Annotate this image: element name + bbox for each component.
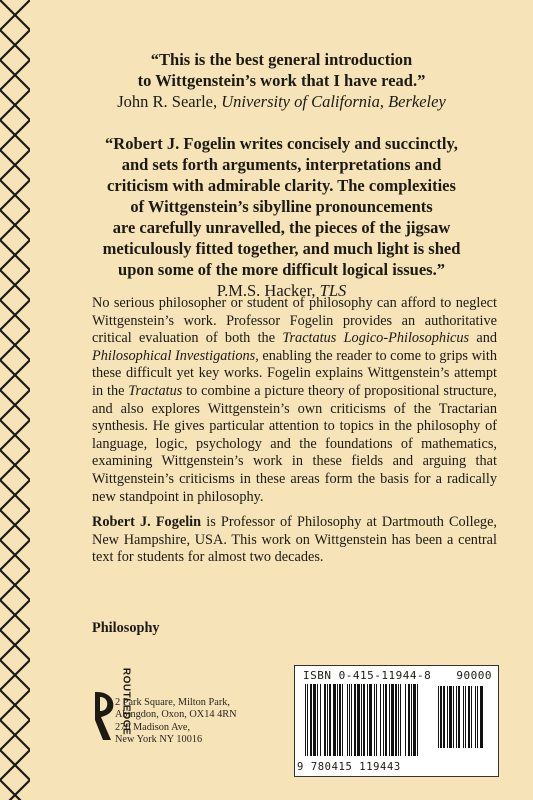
- barcode-bar: [456, 686, 457, 748]
- isbn-barcode: [294, 665, 499, 777]
- author-bio-paragraph: [92, 514, 497, 567]
- barcode-bar: [349, 684, 350, 756]
- description-text: No serious philosopher or student of philosophy can afford to neglect Wittgenstein’s work. Professor Fogelin provides an authoritative critical evaluation of both the: [92, 295, 497, 347]
- book-description: [92, 295, 497, 575]
- barcode-bar: [468, 686, 470, 748]
- quote-line: upon some of the more difficult logical issues.”: [118, 260, 445, 279]
- quote-line: criticism with admirable clarity. The complexities: [107, 176, 456, 195]
- quote-line: and sets forth arguments, interpretations and: [121, 155, 442, 174]
- book-title-italic: Tractatus: [128, 382, 183, 399]
- barcode-bar: [307, 684, 308, 756]
- barcode-bar: [363, 684, 365, 756]
- quote-line: “Robert J. Fogelin writes concisely and succinctly,: [105, 134, 458, 153]
- barcode-bar: [391, 684, 394, 756]
- address-line: New York NY 10016: [115, 734, 203, 746]
- barcode-bar: [351, 684, 352, 756]
- barcode-bar: [342, 684, 343, 756]
- barcode-bar: [374, 684, 375, 756]
- barcode-bar: [453, 686, 454, 748]
- ean-barcode-bars: [305, 684, 433, 756]
- barcode-bar: [369, 684, 372, 756]
- barcode-bar: [305, 684, 306, 756]
- barcode-bar: [465, 686, 466, 748]
- back-cover: [30, 0, 533, 800]
- description-paragraph: [92, 295, 497, 506]
- barcode-bar: [320, 684, 321, 756]
- description-text: to combine a picture theory of propositional structure, and also explores Wittgenstein’s own criticisms of the Tractarian synthesis. He gives particular attention to topics in the philosophy of language, logic, psychology and the foundations of mathematics, examining Wittgenstein’s work in these fields and arguing that Wittgenstein’s criticisms in these areas form the basis for a radically new standpoint in philosophy.: [92, 382, 497, 505]
- barcode-bar: [480, 686, 483, 748]
- barcode-bar: [317, 684, 318, 756]
- barcode-bar: [310, 684, 312, 756]
- barcode-bar: [329, 684, 331, 756]
- barcode-bar: [327, 684, 328, 756]
- barcode-bar: [411, 684, 412, 756]
- quote-line: are carefully unravelled, the pieces of the jigsaw: [112, 218, 451, 237]
- quote-line: to Wittgenstein’s work that I have read.”: [137, 71, 426, 90]
- quote-line: of Wittgenstein’s sibylline pronouncements: [130, 197, 433, 216]
- subject-category: Philosophy: [92, 620, 160, 636]
- description-text: and: [469, 330, 498, 347]
- book-title-italic: Tractatus Logico-Philosophicus: [282, 330, 470, 347]
- address-line: 2 Park Square, Milton Park,: [115, 697, 230, 708]
- spine-edge-pattern: [0, 0, 30, 800]
- barcode-bar: [477, 686, 478, 748]
- barcode-bar: [471, 686, 472, 748]
- author-bio-text: is Professor of Philosophy at Dartmouth College, New Hampshire, USA. This work on Wittgenstein has been a central text for students for almost two decades.: [92, 514, 497, 566]
- review-quote-searle: [30, 49, 533, 112]
- description-text: enabling the reader to come to grips with these difficult yet key works. Fogelin explains Wittgenstein’s attempt in the: [92, 347, 497, 399]
- quote-line: meticulously fitted together, and much light is shed: [102, 239, 461, 258]
- barcode-bar: [413, 684, 416, 756]
- barcode-bar: [475, 686, 476, 748]
- barcode-bar: [438, 686, 439, 748]
- book-title-italic: Philosophical Investigations,: [92, 347, 259, 364]
- attribution-affiliation: University of California, Berkeley: [221, 92, 446, 111]
- barcode-bar: [385, 684, 387, 756]
- barcode-bar: [458, 686, 460, 748]
- supplement-barcode-bars: [438, 686, 490, 748]
- barcode-bar: [367, 684, 368, 756]
- barcode-bar: [417, 684, 418, 756]
- attribution-name: P.M.S. Hacker,: [216, 281, 320, 300]
- address-line: 270 Madison Ave,: [115, 721, 191, 733]
- barcode-bar: [447, 686, 448, 748]
- isbn-text: ISBN 0-415-11944-8: [303, 669, 432, 682]
- attribution-affiliation: TLS: [319, 281, 347, 300]
- publisher-address: [115, 697, 237, 747]
- quote-line: “This is the best general introduction: [150, 50, 413, 69]
- attribution-name: John R. Searle,: [117, 92, 222, 111]
- quote-attribution: [30, 91, 533, 112]
- barcode-bar: [400, 684, 401, 756]
- barcode-bar: [361, 684, 362, 756]
- barcode-bar: [357, 684, 360, 756]
- barcode-bar: [347, 684, 348, 756]
- barcode-bar: [443, 686, 445, 748]
- barcode-bar: [463, 686, 464, 748]
- author-name: Robert J. Fogelin: [92, 514, 202, 531]
- barcode-bar: [383, 684, 384, 756]
- address-line: Abingdon, Oxon, OX14 4RN: [115, 709, 237, 721]
- barcode-bar: [313, 684, 316, 756]
- ean-number: 9 780415 119443: [297, 761, 401, 773]
- barcode-bar: [389, 684, 390, 756]
- barcode-bar: [408, 684, 410, 756]
- barcode-bar: [405, 684, 406, 756]
- barcode-bar: [395, 684, 397, 756]
- price-code: 90000: [456, 669, 492, 682]
- barcode-bar: [398, 684, 399, 756]
- barcode-bar: [324, 684, 326, 756]
- review-quote-hacker: [30, 133, 533, 301]
- barcode-bar: [380, 684, 381, 756]
- publisher-name: ROUTLEDGE: [120, 667, 132, 736]
- barcode-bar: [449, 686, 452, 748]
- barcode-bar: [354, 684, 356, 756]
- barcode-bar: [337, 684, 338, 756]
- barcode-bar: [333, 684, 336, 756]
- barcode-bar: [440, 686, 442, 748]
- barcode-bar: [376, 684, 377, 756]
- barcode-bar: [339, 684, 341, 756]
